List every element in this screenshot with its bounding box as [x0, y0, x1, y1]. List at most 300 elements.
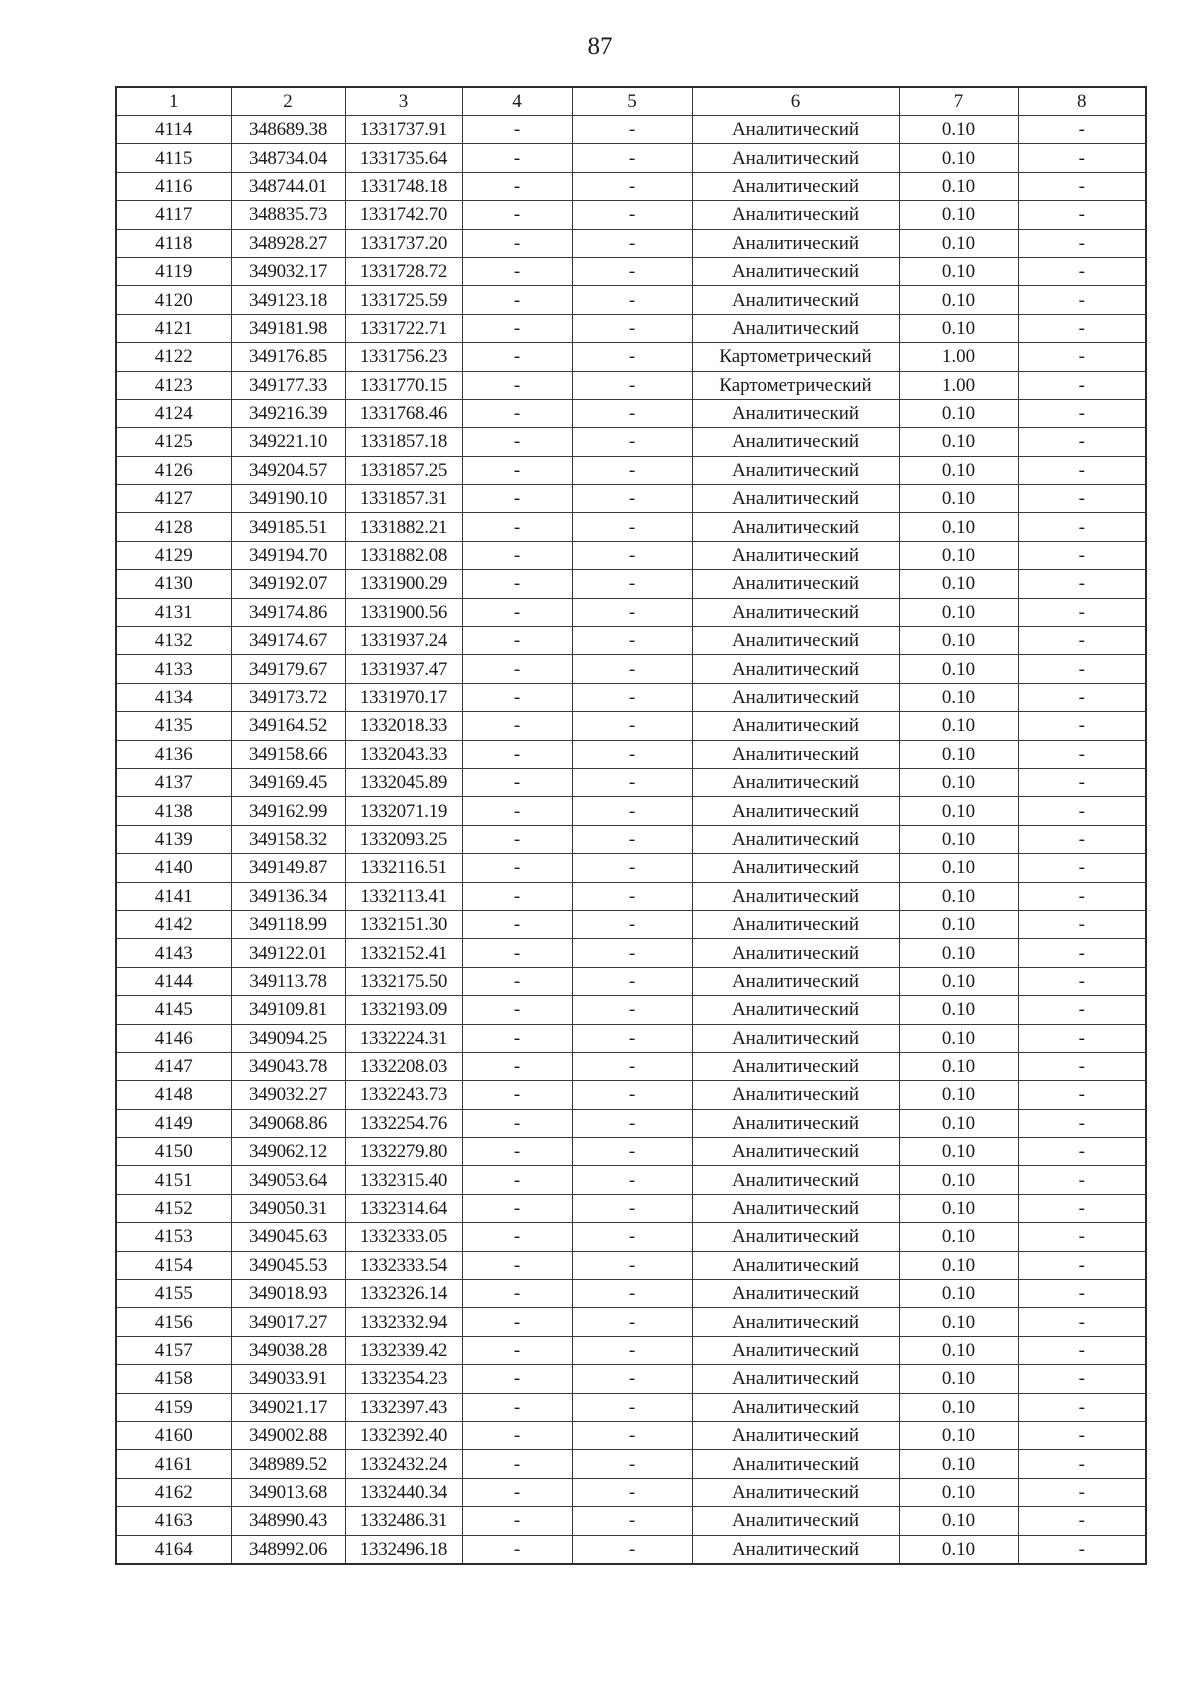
point-number-cell: 4114 — [116, 116, 231, 144]
x-coordinate-cell: 349181.98 — [231, 314, 345, 342]
column-8-cell: - — [1018, 1052, 1146, 1080]
column-4-cell: - — [462, 1308, 572, 1336]
method-cell: Аналитический — [692, 1336, 899, 1364]
x-coordinate-cell: 349053.64 — [231, 1166, 345, 1194]
method-cell: Аналитический — [692, 201, 899, 229]
point-number-cell: 4143 — [116, 939, 231, 967]
column-4-cell: - — [462, 541, 572, 569]
x-coordinate-cell: 349176.85 — [231, 343, 345, 371]
y-coordinate-cell: 1332208.03 — [345, 1052, 462, 1080]
x-coordinate-cell: 348734.04 — [231, 144, 345, 172]
method-cell: Аналитический — [692, 1166, 899, 1194]
x-coordinate-cell: 349094.25 — [231, 1024, 345, 1052]
column-4-cell: - — [462, 513, 572, 541]
column-5-cell: - — [572, 712, 692, 740]
x-coordinate-cell: 349050.31 — [231, 1194, 345, 1222]
method-cell: Аналитический — [692, 939, 899, 967]
y-coordinate-cell: 1332116.51 — [345, 854, 462, 882]
x-coordinate-cell: 349162.99 — [231, 797, 345, 825]
point-number-cell: 4133 — [116, 655, 231, 683]
column-4-cell: - — [462, 967, 572, 995]
y-coordinate-cell: 1331742.70 — [345, 201, 462, 229]
accuracy-cell: 0.10 — [899, 598, 1018, 626]
column-8-cell: - — [1018, 456, 1146, 484]
method-cell: Аналитический — [692, 172, 899, 200]
column-5-cell: - — [572, 286, 692, 314]
table-row — [116, 201, 1146, 229]
column-5-cell: - — [572, 1024, 692, 1052]
accuracy-cell: 0.10 — [899, 229, 1018, 257]
table-row — [116, 485, 1146, 513]
column-4-cell: - — [462, 1109, 572, 1137]
point-number-cell: 4163 — [116, 1507, 231, 1535]
column-5-cell: - — [572, 371, 692, 399]
column-8-cell: - — [1018, 144, 1146, 172]
column-4-cell: - — [462, 1024, 572, 1052]
column-8-cell: - — [1018, 1308, 1146, 1336]
table-row — [116, 116, 1146, 144]
method-cell: Аналитический — [692, 1109, 899, 1137]
column-8-cell: - — [1018, 371, 1146, 399]
column-8-cell: - — [1018, 1166, 1146, 1194]
accuracy-cell: 0.10 — [899, 712, 1018, 740]
method-cell: Аналитический — [692, 854, 899, 882]
column-4-cell: - — [462, 1166, 572, 1194]
accuracy-cell: 0.10 — [899, 1478, 1018, 1506]
x-coordinate-cell: 349122.01 — [231, 939, 345, 967]
y-coordinate-cell: 1331735.64 — [345, 144, 462, 172]
column-8-cell: - — [1018, 1138, 1146, 1166]
table-row — [116, 229, 1146, 257]
column-4-cell: - — [462, 655, 572, 683]
accuracy-cell: 0.10 — [899, 1052, 1018, 1080]
point-number-cell: 4160 — [116, 1421, 231, 1449]
method-cell: Аналитический — [692, 1478, 899, 1506]
column-4-cell: - — [462, 598, 572, 626]
method-cell: Аналитический — [692, 797, 899, 825]
y-coordinate-cell: 1331770.15 — [345, 371, 462, 399]
column-5-cell: - — [572, 201, 692, 229]
column-8-cell: - — [1018, 1393, 1146, 1421]
column-5-cell: - — [572, 485, 692, 513]
point-number-cell: 4146 — [116, 1024, 231, 1052]
accuracy-cell: 0.10 — [899, 314, 1018, 342]
point-number-cell: 4155 — [116, 1280, 231, 1308]
column-4-cell: - — [462, 1535, 572, 1564]
y-coordinate-cell: 1331970.17 — [345, 683, 462, 711]
accuracy-cell: 0.10 — [899, 1024, 1018, 1052]
y-coordinate-cell: 1331737.91 — [345, 116, 462, 144]
column-5-cell: - — [572, 1052, 692, 1080]
column-8-cell: - — [1018, 1194, 1146, 1222]
column-4-cell: - — [462, 428, 572, 456]
table-row — [116, 627, 1146, 655]
column-8-cell: - — [1018, 910, 1146, 938]
accuracy-cell: 0.10 — [899, 570, 1018, 598]
table-row — [116, 314, 1146, 342]
column-8-cell: - — [1018, 570, 1146, 598]
column-5-cell: - — [572, 1223, 692, 1251]
point-number-cell: 4151 — [116, 1166, 231, 1194]
y-coordinate-cell: 1331882.21 — [345, 513, 462, 541]
method-cell: Аналитический — [692, 967, 899, 995]
method-cell: Аналитический — [692, 1138, 899, 1166]
y-coordinate-cell: 1332043.33 — [345, 740, 462, 768]
table-row — [116, 1024, 1146, 1052]
column-8-cell: - — [1018, 655, 1146, 683]
accuracy-cell: 0.10 — [899, 1109, 1018, 1137]
column-8-cell: - — [1018, 201, 1146, 229]
y-coordinate-cell: 1332113.41 — [345, 882, 462, 910]
method-cell: Аналитический — [692, 116, 899, 144]
column-4-cell: - — [462, 1507, 572, 1535]
y-coordinate-cell: 1332333.05 — [345, 1223, 462, 1251]
table-row — [116, 172, 1146, 200]
table-row — [116, 598, 1146, 626]
point-number-cell: 4117 — [116, 201, 231, 229]
method-cell: Аналитический — [692, 910, 899, 938]
x-coordinate-cell: 349192.07 — [231, 570, 345, 598]
method-cell: Аналитический — [692, 598, 899, 626]
column-8-cell: - — [1018, 399, 1146, 427]
column-4-cell: - — [462, 910, 572, 938]
column-8-cell: - — [1018, 1336, 1146, 1364]
point-number-cell: 4131 — [116, 598, 231, 626]
accuracy-cell: 0.10 — [899, 428, 1018, 456]
column-5-cell: - — [572, 1535, 692, 1564]
accuracy-cell: 0.10 — [899, 257, 1018, 285]
column-8-cell: - — [1018, 740, 1146, 768]
method-cell: Аналитический — [692, 768, 899, 796]
column-8-cell: - — [1018, 768, 1146, 796]
column-5-cell: - — [572, 825, 692, 853]
column-4-cell: - — [462, 144, 572, 172]
table-row — [116, 1081, 1146, 1109]
column-4-cell: - — [462, 343, 572, 371]
point-number-cell: 4148 — [116, 1081, 231, 1109]
method-cell: Аналитический — [692, 1081, 899, 1109]
point-number-cell: 4123 — [116, 371, 231, 399]
y-coordinate-cell: 1331900.56 — [345, 598, 462, 626]
column-8-cell: - — [1018, 286, 1146, 314]
x-coordinate-cell: 349017.27 — [231, 1308, 345, 1336]
column-4-cell: - — [462, 1336, 572, 1364]
x-coordinate-cell: 349021.17 — [231, 1393, 345, 1421]
x-coordinate-cell: 349062.12 — [231, 1138, 345, 1166]
accuracy-cell: 0.10 — [899, 399, 1018, 427]
y-coordinate-cell: 1331857.25 — [345, 456, 462, 484]
column-4-cell: - — [462, 201, 572, 229]
x-coordinate-cell: 349169.45 — [231, 768, 345, 796]
method-cell: Аналитический — [692, 541, 899, 569]
accuracy-cell: 0.10 — [899, 740, 1018, 768]
column-8-cell: - — [1018, 257, 1146, 285]
point-number-cell: 4126 — [116, 456, 231, 484]
table-row — [116, 910, 1146, 938]
column-8-cell: - — [1018, 1280, 1146, 1308]
accuracy-cell: 0.10 — [899, 939, 1018, 967]
column-4-cell: - — [462, 882, 572, 910]
table-row — [116, 1336, 1146, 1364]
column-5-cell: - — [572, 172, 692, 200]
method-cell: Аналитический — [692, 1535, 899, 1564]
method-cell: Аналитический — [692, 1251, 899, 1279]
x-coordinate-cell: 349216.39 — [231, 399, 345, 427]
x-coordinate-cell: 349043.78 — [231, 1052, 345, 1080]
column-8-cell: - — [1018, 996, 1146, 1024]
column-4-cell: - — [462, 1138, 572, 1166]
x-coordinate-cell: 349194.70 — [231, 541, 345, 569]
method-cell: Аналитический — [692, 712, 899, 740]
column-5-cell: - — [572, 1507, 692, 1535]
column-header: 3 — [345, 87, 462, 116]
y-coordinate-cell: 1332315.40 — [345, 1166, 462, 1194]
column-8-cell: - — [1018, 854, 1146, 882]
method-cell: Аналитический — [692, 1052, 899, 1080]
point-number-cell: 4121 — [116, 314, 231, 342]
column-header: 2 — [231, 87, 345, 116]
accuracy-cell: 0.10 — [899, 825, 1018, 853]
column-4-cell: - — [462, 314, 572, 342]
column-5-cell: - — [572, 683, 692, 711]
column-5-cell: - — [572, 598, 692, 626]
y-coordinate-cell: 1331728.72 — [345, 257, 462, 285]
point-number-cell: 4164 — [116, 1535, 231, 1564]
y-coordinate-cell: 1332486.31 — [345, 1507, 462, 1535]
x-coordinate-cell: 349177.33 — [231, 371, 345, 399]
table-row — [116, 257, 1146, 285]
table-row — [116, 712, 1146, 740]
accuracy-cell: 0.10 — [899, 172, 1018, 200]
column-header: 6 — [692, 87, 899, 116]
y-coordinate-cell: 1332152.41 — [345, 939, 462, 967]
column-5-cell: - — [572, 910, 692, 938]
column-8-cell: - — [1018, 1081, 1146, 1109]
point-number-cell: 4142 — [116, 910, 231, 938]
x-coordinate-cell: 349164.52 — [231, 712, 345, 740]
column-5-cell: - — [572, 967, 692, 995]
method-cell: Аналитический — [692, 144, 899, 172]
method-cell: Аналитический — [692, 399, 899, 427]
table-row — [116, 683, 1146, 711]
column-4-cell: - — [462, 1052, 572, 1080]
column-5-cell: - — [572, 1450, 692, 1478]
method-cell: Аналитический — [692, 683, 899, 711]
column-5-cell: - — [572, 1393, 692, 1421]
x-coordinate-cell: 349033.91 — [231, 1365, 345, 1393]
column-5-cell: - — [572, 541, 692, 569]
x-coordinate-cell: 348744.01 — [231, 172, 345, 200]
column-4-cell: - — [462, 627, 572, 655]
accuracy-cell: 0.10 — [899, 286, 1018, 314]
column-4-cell: - — [462, 797, 572, 825]
column-4-cell: - — [462, 371, 572, 399]
column-header: 7 — [899, 87, 1018, 116]
table-row — [116, 882, 1146, 910]
table-row — [116, 371, 1146, 399]
column-5-cell: - — [572, 1138, 692, 1166]
table-row — [116, 1535, 1146, 1564]
accuracy-cell: 0.10 — [899, 1450, 1018, 1478]
column-8-cell: - — [1018, 428, 1146, 456]
y-coordinate-cell: 1331937.24 — [345, 627, 462, 655]
column-4-cell: - — [462, 1393, 572, 1421]
y-coordinate-cell: 1332045.89 — [345, 768, 462, 796]
point-number-cell: 4125 — [116, 428, 231, 456]
point-number-cell: 4145 — [116, 996, 231, 1024]
y-coordinate-cell: 1332332.94 — [345, 1308, 462, 1336]
point-number-cell: 4122 — [116, 343, 231, 371]
x-coordinate-cell: 349173.72 — [231, 683, 345, 711]
y-coordinate-cell: 1331900.29 — [345, 570, 462, 598]
x-coordinate-cell: 349113.78 — [231, 967, 345, 995]
column-8-cell: - — [1018, 1109, 1146, 1137]
column-4-cell: - — [462, 456, 572, 484]
column-header: 4 — [462, 87, 572, 116]
column-5-cell: - — [572, 1308, 692, 1336]
point-number-cell: 4136 — [116, 740, 231, 768]
accuracy-cell: 0.10 — [899, 1365, 1018, 1393]
x-coordinate-cell: 349221.10 — [231, 428, 345, 456]
y-coordinate-cell: 1331756.23 — [345, 343, 462, 371]
table-row — [116, 144, 1146, 172]
method-cell: Аналитический — [692, 513, 899, 541]
table-row — [116, 740, 1146, 768]
column-4-cell: - — [462, 229, 572, 257]
column-5-cell: - — [572, 882, 692, 910]
accuracy-cell: 0.10 — [899, 797, 1018, 825]
column-5-cell: - — [572, 939, 692, 967]
column-8-cell: - — [1018, 485, 1146, 513]
point-number-cell: 4127 — [116, 485, 231, 513]
point-number-cell: 4140 — [116, 854, 231, 882]
column-5-cell: - — [572, 1166, 692, 1194]
column-5-cell: - — [572, 144, 692, 172]
y-coordinate-cell: 1332496.18 — [345, 1535, 462, 1564]
point-number-cell: 4144 — [116, 967, 231, 995]
y-coordinate-cell: 1332224.31 — [345, 1024, 462, 1052]
accuracy-cell: 0.10 — [899, 1507, 1018, 1535]
column-5-cell: - — [572, 456, 692, 484]
accuracy-cell: 0.10 — [899, 967, 1018, 995]
column-4-cell: - — [462, 939, 572, 967]
point-number-cell: 4132 — [116, 627, 231, 655]
method-cell: Аналитический — [692, 570, 899, 598]
point-number-cell: 4137 — [116, 768, 231, 796]
column-8-cell: - — [1018, 939, 1146, 967]
table-row — [116, 854, 1146, 882]
accuracy-cell: 0.10 — [899, 655, 1018, 683]
method-cell: Аналитический — [692, 655, 899, 683]
x-coordinate-cell: 348990.43 — [231, 1507, 345, 1535]
accuracy-cell: 0.10 — [899, 1535, 1018, 1564]
y-coordinate-cell: 1332333.54 — [345, 1251, 462, 1279]
table-row — [116, 1478, 1146, 1506]
column-4-cell: - — [462, 116, 572, 144]
table-row — [116, 1507, 1146, 1535]
coordinates-table — [115, 86, 1147, 1565]
x-coordinate-cell: 349032.27 — [231, 1081, 345, 1109]
method-cell: Аналитический — [692, 1450, 899, 1478]
method-cell: Аналитический — [692, 1393, 899, 1421]
x-coordinate-cell: 348992.06 — [231, 1535, 345, 1564]
point-number-cell: 4149 — [116, 1109, 231, 1137]
accuracy-cell: 0.10 — [899, 1223, 1018, 1251]
table-row — [116, 655, 1146, 683]
y-coordinate-cell: 1332326.14 — [345, 1280, 462, 1308]
column-5-cell: - — [572, 1478, 692, 1506]
column-5-cell: - — [572, 513, 692, 541]
y-coordinate-cell: 1331882.08 — [345, 541, 462, 569]
x-coordinate-cell: 349123.18 — [231, 286, 345, 314]
column-5-cell: - — [572, 570, 692, 598]
table-row — [116, 513, 1146, 541]
accuracy-cell: 0.10 — [899, 1081, 1018, 1109]
point-number-cell: 4141 — [116, 882, 231, 910]
column-header: 5 — [572, 87, 692, 116]
accuracy-cell: 0.10 — [899, 541, 1018, 569]
method-cell: Аналитический — [692, 825, 899, 853]
column-8-cell: - — [1018, 1507, 1146, 1535]
column-5-cell: - — [572, 229, 692, 257]
column-header: 1 — [116, 87, 231, 116]
y-coordinate-cell: 1332440.34 — [345, 1478, 462, 1506]
column-5-cell: - — [572, 116, 692, 144]
accuracy-cell: 0.10 — [899, 1393, 1018, 1421]
table-row — [116, 825, 1146, 853]
accuracy-cell: 0.10 — [899, 1194, 1018, 1222]
y-coordinate-cell: 1332392.40 — [345, 1421, 462, 1449]
point-number-cell: 4147 — [116, 1052, 231, 1080]
column-5-cell: - — [572, 854, 692, 882]
table-row — [116, 768, 1146, 796]
table-row — [116, 1393, 1146, 1421]
table-row — [116, 939, 1146, 967]
column-4-cell: - — [462, 683, 572, 711]
column-4-cell: - — [462, 1421, 572, 1449]
column-8-cell: - — [1018, 172, 1146, 200]
table-row — [116, 570, 1146, 598]
column-header: 8 — [1018, 87, 1146, 116]
column-8-cell: - — [1018, 1535, 1146, 1564]
method-cell: Аналитический — [692, 229, 899, 257]
accuracy-cell: 0.10 — [899, 485, 1018, 513]
y-coordinate-cell: 1332254.76 — [345, 1109, 462, 1137]
method-cell: Аналитический — [692, 1365, 899, 1393]
x-coordinate-cell: 349174.86 — [231, 598, 345, 626]
y-coordinate-cell: 1331725.59 — [345, 286, 462, 314]
x-coordinate-cell: 349158.32 — [231, 825, 345, 853]
column-5-cell: - — [572, 1280, 692, 1308]
y-coordinate-cell: 1332175.50 — [345, 967, 462, 995]
point-number-cell: 4139 — [116, 825, 231, 853]
column-5-cell: - — [572, 1365, 692, 1393]
method-cell: Аналитический — [692, 257, 899, 285]
table-header-row — [116, 87, 1146, 116]
accuracy-cell: 1.00 — [899, 343, 1018, 371]
y-coordinate-cell: 1332354.23 — [345, 1365, 462, 1393]
method-cell: Аналитический — [692, 1223, 899, 1251]
point-number-cell: 4138 — [116, 797, 231, 825]
point-number-cell: 4118 — [116, 229, 231, 257]
point-number-cell: 4129 — [116, 541, 231, 569]
column-5-cell: - — [572, 1081, 692, 1109]
table-row — [116, 1251, 1146, 1279]
y-coordinate-cell: 1331768.46 — [345, 399, 462, 427]
page-number: 87 — [587, 33, 613, 60]
column-5-cell: - — [572, 314, 692, 342]
column-5-cell: - — [572, 399, 692, 427]
